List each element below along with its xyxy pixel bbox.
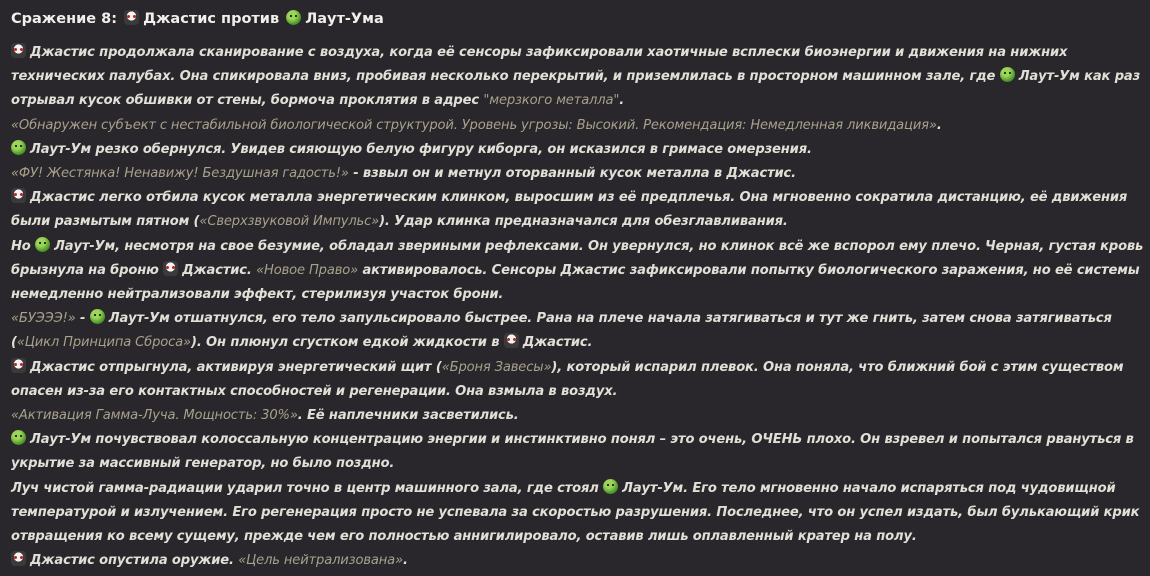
narration-text: . <box>936 117 942 133</box>
story-paragraph <box>11 477 1147 550</box>
narration-text: Лаут-Ум. Его тело мгновенно начало испаряться под чудовищной температурой и излучением. Его регенерация просто не успевала за скоростью разрушения. Последнее, что он успел издать, был булькающий крик отвращения ко всему сущему, прежде чем его полностью аннигилировало, оставив лишь оплавленный кратер на полу. <box>11 480 1140 545</box>
story-paragraph <box>11 428 1147 476</box>
justice-icon <box>11 43 26 58</box>
story-paragraph <box>11 138 1147 162</box>
quoted-text: "мерзкого металла" <box>483 93 620 109</box>
quoted-text: «БУЭЭЭ!» <box>11 311 76 327</box>
narration-text: Лаут-Ум почувствовал колоссальную концентрацию энергии и инстинктивно понял – это очень, ОЧЕНЬ плохо. Он взревел и попытался рвануться в укрытие за массивный генератор, но было поздно. <box>11 432 1134 472</box>
narration-text: Лаут-Ум резко обернулся. Увидев сияющую белую фигуру киборга, он исказился в гримасе омерзения. <box>30 141 812 157</box>
laut-um-icon <box>35 237 50 252</box>
title-fighter-1: Джастис <box>143 11 216 27</box>
justice-icon <box>11 188 26 203</box>
laut-um-icon <box>90 309 105 324</box>
narration-text: Джастис. <box>182 262 257 278</box>
title-fighter-2: Лаут-Ума <box>305 11 384 27</box>
story-paragraph <box>11 186 1147 234</box>
narration-text: ). Он плюнул сгустком едкой жидкости в <box>190 335 504 351</box>
narration-text: Джастис отпрыгнула, активируя энергетический щит ( <box>30 359 442 375</box>
narration-text: Лаут-Ум отшатнулся, его тело запульсировало быстрее. Рана на плече начала затягиваться и тут же гнить, затем снова затягиваться ( <box>11 311 1112 351</box>
narration-text: . <box>402 553 408 569</box>
justice-icon <box>124 10 139 25</box>
story-paragraph <box>11 114 1147 138</box>
narration-text: - взвыл он и метнул оторванный кусок металла в Джастис. <box>348 166 796 182</box>
title-prefix: Сражение 8: <box>11 11 118 27</box>
narration-text: ). Удар клинка предназначался для обезглавливания. <box>379 214 788 230</box>
justice-icon <box>11 551 26 566</box>
story-paragraph <box>11 162 1147 186</box>
story-paragraph <box>11 356 1147 404</box>
story-paragraph <box>11 549 1147 573</box>
quoted-text: «Броня Завесы» <box>441 359 552 375</box>
narration-text: Лаут-Ум как раз отрывал кусок обшивки от стены, бормоча проклятия в адрес <box>11 69 1141 109</box>
narration-text: Луч чистой гамма-радиации ударил точно в центр машинного зала, где стоял <box>11 480 604 496</box>
narration-text: Джастис опустила оружие. <box>30 553 239 569</box>
justice-icon <box>163 261 178 276</box>
story-paragraph <box>11 307 1147 355</box>
quoted-text: «Обнаружен субъект с нестабильной биологической структурой. Уровень угрозы: Высокий. Рекомендация: Немедленная ликвидация» <box>11 117 937 133</box>
battle-title <box>11 8 1147 30</box>
laut-um-icon <box>286 10 301 25</box>
narration-text: Джастис продолжала сканирование с воздуха, когда её сенсоры зафиксировали хаотичные всплески биоэнергии и движения на нижних технических палубах. Она спикировала вниз, пробивая несколько перекрытий, и приземлилась в просторном машинном зале, где <box>11 45 1068 85</box>
quoted-text: «ФУ! Жестянка! Ненавижу! Бездушная гадость!» <box>11 166 349 182</box>
narration-text: . <box>619 93 625 109</box>
quoted-text: «Цикл Принципа Сброса» <box>16 335 191 351</box>
narration-text: Джастис легко отбила кусок металла энергетическим клинком, выросшим из её предплечья. Она мгновенно сократила дистанцию, её движения были размытым пятном ( <box>11 190 1128 230</box>
narration-text: . Её наплечники засветились. <box>297 408 519 424</box>
quoted-text: «Активация Гамма-Луча. Мощность: 30%» <box>11 408 298 424</box>
justice-icon <box>504 333 519 348</box>
quoted-text: «Новое Право» <box>256 262 359 278</box>
quoted-text: «Сверхзвуковой Импульс» <box>199 214 380 230</box>
laut-um-icon <box>11 140 26 155</box>
narration-text: активировалось. Сенсоры Джастис зафиксировали попытку биологического заражения, но её системы немедленно нейтрализовали эффект, стерилизуя участок брони. <box>11 262 1140 303</box>
laut-um-icon <box>11 430 26 445</box>
narration-text: Лаут-Ум, несмотря на свое безумие, обладал звериными рефлексами. Он увернулся, но клинок всё же вспорол ему плечо. Черная, густая кровь брызнула на броню <box>11 238 1144 278</box>
narration-text: Джастис. <box>522 335 593 351</box>
quoted-text: «Цель нейтрализована» <box>238 553 403 569</box>
story-paragraph <box>11 404 1147 428</box>
story-text <box>11 41 1147 573</box>
story-paragraph <box>11 235 1147 308</box>
laut-um-icon <box>1000 67 1015 82</box>
title-versus: против <box>221 11 280 27</box>
narration-text: - <box>75 311 90 327</box>
narration-text: ), который испарил плевок. Она поняла, что ближний бой с этим существом опасен из-за его контактных способностей и регенерации. Она взмыла в воздух. <box>11 359 1124 399</box>
narration-text: Но <box>11 238 36 254</box>
story-paragraph <box>11 41 1147 114</box>
laut-um-icon <box>603 479 618 494</box>
justice-icon <box>11 358 26 373</box>
